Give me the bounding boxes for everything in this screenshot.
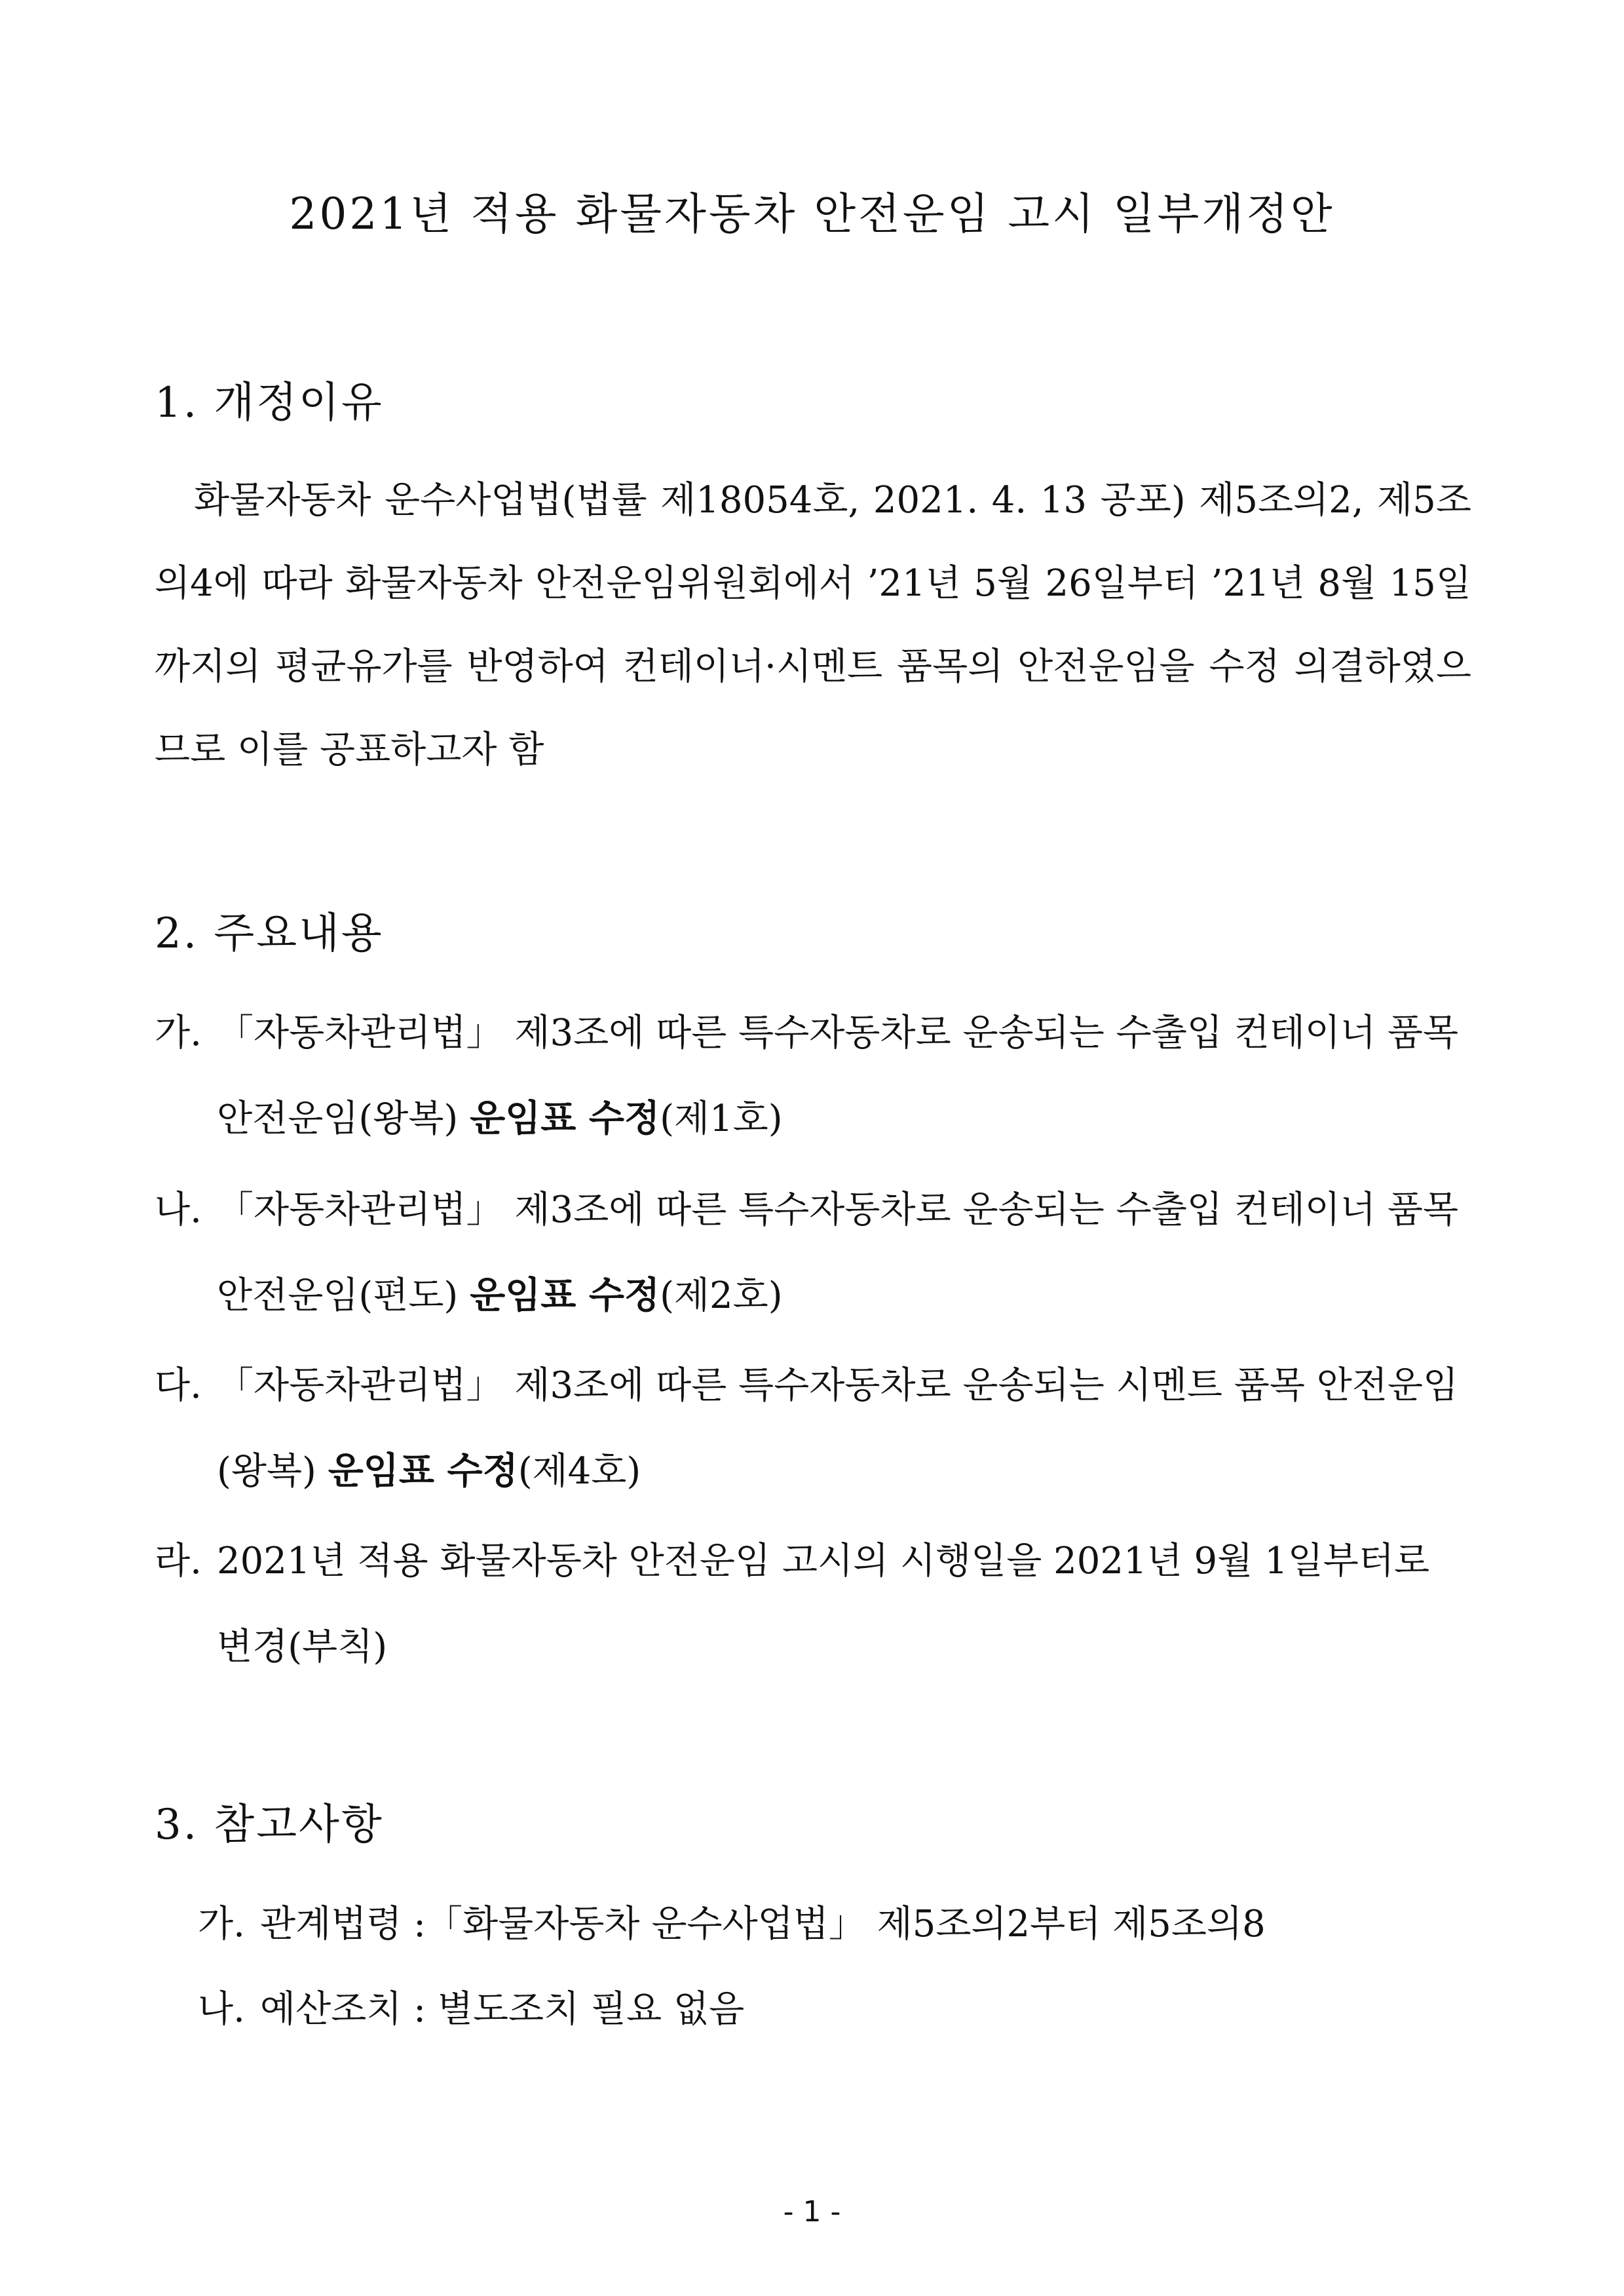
section-1-heading: 1. 개정이유 [155,379,384,427]
section-1-text: 화물자동차 운수사업법(법률 제18054호, 2021. 4. 13 공포) 제5조의2, 제5조의4에 따라 화물자동차 안전운임위원회에서 ’21년 5월 26일부터 ’21년 8월 15일까지의 평균유가를 반영하여 컨테이너·시멘트 품목의 안전운임을 수정 의결하였으므로 이를 공표하고자 함 [155,479,1471,771]
reference-item-laws [198,1882,1266,1967]
list-marker: 가. [198,1903,245,1945]
list-marker: 라. [155,1540,202,1582]
list-item-emphasis: 운임표 수정 [470,1097,660,1140]
list-item-ra [155,1519,1471,1690]
section-1-body [155,459,1471,792]
list-item-emphasis: 운임표 수정 [328,1449,518,1493]
list-item-na [155,1168,1471,1339]
page-number: - 1 - [783,2195,841,2229]
reference-text: 관계법령 :「화물자동차 운수사업법」 제5조의2부터 제5조의8 [260,1903,1266,1945]
list-marker: 가. [155,1012,202,1054]
section-2-heading: 2. 주요내용 [155,909,384,958]
list-marker: 나. [198,1988,245,2031]
list-item-emphasis: 운임표 수정 [470,1274,660,1317]
list-item-ga [155,991,1471,1162]
reference-text: 예산조치 : 별도조치 필요 없음 [260,1988,745,2031]
list-item-suffix: (제1호) [660,1098,783,1140]
list-marker: 다. [155,1364,202,1407]
section-3-heading: 3. 참고사항 [155,1801,384,1849]
list-item-suffix: (제2호) [660,1274,783,1317]
list-item-text: 「자동차관리법」 제3조에 따른 특수자동차로 운송되는 시멘트 품목 안전운임 (왕복) [217,1364,1459,1493]
list-item-suffix: (제4호) [518,1450,641,1493]
list-item-text: 2021년 적용 화물자동차 안전운임 고시의 시행일을 2021년 9월 1일부터로 변경(부칙) [217,1540,1430,1668]
list-item-text: 「자동차관리법」 제3조에 따른 특수자동차로 운송되는 수출입 컨테이너 품목 안전운임(편도) [217,1189,1459,1317]
list-marker: 나. [155,1189,202,1231]
list-item-da [155,1343,1471,1514]
document-title: 2021년 적용 화물자동차 안전운임 고시 일부개정안 [289,189,1335,239]
list-item-text: 「자동차관리법」 제3조에 따른 특수자동차로 운송되는 수출입 컨테이너 품목 안전운임(왕복) [217,1012,1459,1140]
reference-item-budget [198,1967,744,2052]
